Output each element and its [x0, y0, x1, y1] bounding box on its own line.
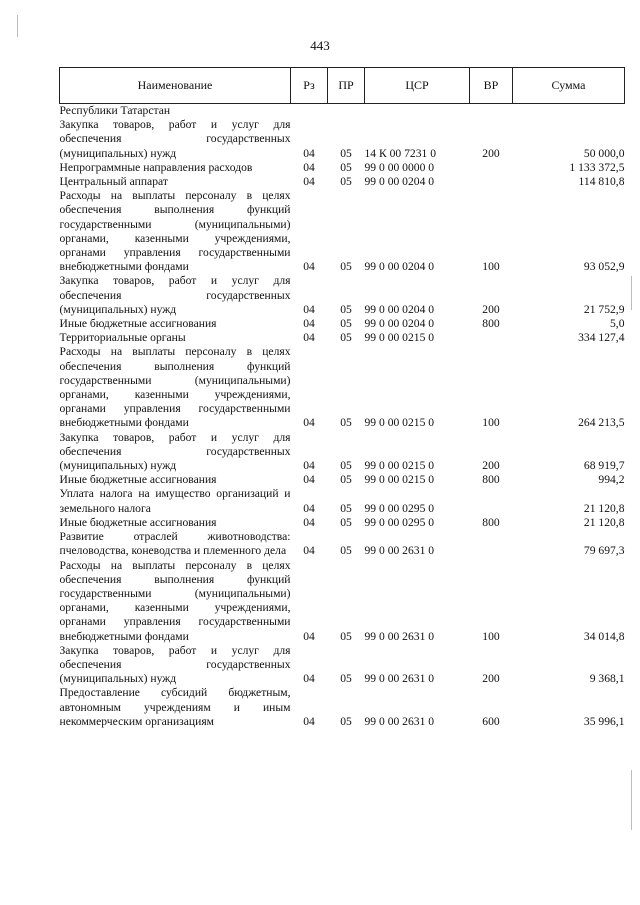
row-vr: 100 — [482, 416, 500, 430]
row-sum: 79 697,3 — [583, 544, 625, 558]
row-pr: 05 — [340, 331, 352, 345]
row-sum: 21 120,8 — [583, 515, 625, 529]
row-csr: 99 0 00 0215 0 — [364, 459, 435, 473]
row-name: Расходы на выплаты персоналу в целях обеспечения выполнения функций государственными (муниципальными) органами, казенными учреждениями, органами управления государственными внебюджетными фондами — [59, 189, 291, 274]
row-rz: 04 — [303, 544, 315, 558]
scan-mark-left — [17, 15, 18, 37]
table-row — [60, 345, 625, 430]
table-row — [60, 161, 625, 175]
row-csr — [365, 104, 470, 119]
row-name: Закупка товаров, работ и услуг для обеспечения государственных (муниципальных) нужд — [59, 118, 291, 160]
table-row — [60, 189, 625, 274]
scan-mark-right-lower — [631, 770, 632, 830]
row-name: Иные бюджетные ассигнования — [59, 473, 217, 487]
page-number: 443 — [310, 38, 330, 53]
row-sum: 50 000,0 — [583, 146, 625, 160]
row-vr — [470, 175, 513, 189]
row-sum: 264 213,5 — [578, 416, 625, 430]
table-row — [60, 431, 625, 474]
row-csr: 99 0 00 0204 0 — [364, 317, 435, 331]
row-pr: 05 — [340, 302, 352, 316]
row-rz — [291, 104, 328, 119]
table-header-row — [60, 68, 625, 104]
row-name: Расходы на выплаты персоналу в целях обеспечения выполнения функций государственными (муниципальными) органами, казенными учреждениями, органами управления государственными внебюджетными фондами — [59, 558, 291, 643]
row-vr — [470, 331, 513, 345]
row-sum: 35 996,1 — [583, 714, 625, 728]
table-row — [60, 104, 625, 119]
row-rz: 04 — [303, 501, 315, 515]
row-csr: 99 0 00 0215 0 — [364, 473, 435, 487]
row-csr: 99 0 00 0204 0 — [364, 260, 435, 274]
row-csr: 99 0 00 2631 0 — [364, 544, 435, 558]
row-pr: 05 — [340, 714, 352, 728]
row-pr: 05 — [340, 459, 352, 473]
row-pr — [328, 104, 365, 119]
table-row — [60, 331, 625, 345]
table-row — [60, 175, 625, 189]
row-sum: 21 120,8 — [583, 501, 625, 515]
row-pr: 05 — [340, 544, 352, 558]
row-sum: 68 919,7 — [583, 459, 625, 473]
row-vr: 200 — [482, 672, 500, 686]
row-rz: 04 — [303, 672, 315, 686]
row-sum: 93 052,9 — [583, 260, 625, 274]
row-sum: 1 133 372,5 — [569, 160, 625, 174]
row-rz: 04 — [303, 260, 315, 274]
header-name: Наименование — [60, 68, 291, 104]
header-sum: Сумма — [513, 68, 625, 104]
scan-mark-right — [631, 276, 632, 310]
row-rz: 04 — [303, 160, 315, 174]
row-pr: 05 — [340, 175, 352, 189]
row-sum: 21 752,9 — [583, 302, 625, 316]
row-name: Центральный аппарат — [59, 175, 168, 189]
row-name: Развитие отраслей животноводства: пчеловодства, коневодства и племенного дела — [59, 530, 291, 558]
row-name: Иные бюджетные ассигнования — [59, 515, 217, 529]
row-name: Уплата налога на имущество организаций и земельного налога — [59, 487, 291, 515]
row-name: Расходы на выплаты персоналу в целях обеспечения выполнения функций государственными (муниципальными) органами, казенными учреждениями, органами управления государственными внебюджетными фондами — [59, 345, 291, 430]
table-row — [60, 559, 625, 644]
row-csr: 99 0 00 2631 0 — [364, 672, 435, 686]
row-vr — [470, 487, 513, 515]
row-csr: 99 0 00 0295 0 — [364, 501, 435, 515]
row-name: Непрограммные направления расходов — [59, 160, 253, 174]
row-rz: 04 — [303, 416, 315, 430]
row-rz: 04 — [303, 629, 315, 643]
row-rz: 04 — [303, 331, 315, 345]
row-vr: 600 — [482, 714, 500, 728]
row-pr: 05 — [340, 317, 352, 331]
header-rz: Рз — [291, 68, 328, 104]
row-rz: 04 — [303, 515, 315, 529]
row-csr: 99 0 00 0215 0 — [364, 416, 435, 430]
row-csr: 99 0 00 2631 0 — [364, 714, 435, 728]
row-vr: 200 — [482, 302, 500, 316]
row-csr: 99 0 00 0204 0 — [364, 302, 435, 316]
row-sum: 5,0 — [610, 317, 625, 331]
row-csr: 99 0 00 0000 0 — [364, 160, 435, 174]
row-rz: 04 — [303, 459, 315, 473]
row-rz: 04 — [303, 146, 315, 160]
row-name: Территориальные органы — [59, 331, 186, 345]
row-pr: 05 — [340, 501, 352, 515]
row-pr: 05 — [340, 146, 352, 160]
row-vr: 200 — [482, 146, 500, 160]
table-row — [60, 473, 625, 487]
row-vr — [470, 104, 513, 119]
row-sum — [513, 104, 625, 119]
row-rz: 04 — [303, 175, 315, 189]
row-pr: 05 — [340, 473, 352, 487]
table-row — [60, 317, 625, 331]
row-vr: 800 — [482, 317, 500, 331]
header-pr: ПР — [328, 68, 365, 104]
row-sum: 34 014,8 — [583, 629, 625, 643]
row-name: Закупка товаров, работ и услуг для обеспечения государственных (муниципальных) нужд — [59, 430, 291, 473]
row-csr: 99 0 00 0295 0 — [364, 515, 435, 529]
row-csr: 14 К 00 7231 0 — [364, 146, 436, 160]
table-row — [60, 530, 625, 558]
row-pr: 05 — [340, 416, 352, 430]
row-rz: 04 — [303, 473, 315, 487]
budget-table — [59, 67, 625, 729]
row-vr: 200 — [482, 459, 500, 473]
row-sum: 994,2 — [598, 473, 625, 487]
row-vr: 800 — [482, 473, 500, 487]
row-vr: 800 — [482, 515, 500, 529]
row-pr: 05 — [340, 629, 352, 643]
table-row — [60, 516, 625, 530]
table-row — [60, 686, 625, 729]
row-csr: 99 0 00 0215 0 — [364, 331, 435, 345]
row-name: Предоставление субсидий бюджетным, автономным учреждениям и иным некоммерческим организациям — [59, 686, 291, 728]
row-sum: 334 127,4 — [578, 331, 625, 345]
row-name: Закупка товаров, работ и услуг для обеспечения государственных (муниципальных) нужд — [59, 643, 291, 686]
header-vr: ВР — [470, 68, 513, 104]
row-csr: 99 0 00 0204 0 — [364, 175, 435, 189]
row-sum: 9 368,1 — [589, 672, 625, 686]
row-rz: 04 — [303, 317, 315, 331]
header-csr: ЦСР — [365, 68, 470, 104]
table-row — [60, 118, 625, 161]
row-vr: 100 — [482, 629, 500, 643]
table-body — [60, 104, 625, 729]
row-name: Закупка товаров, работ и услуг для обеспечения государственных (муниципальных) нужд — [59, 274, 291, 316]
row-csr: 99 0 00 2631 0 — [364, 629, 435, 643]
row-name: Республики Татарстан — [59, 104, 171, 117]
table-row — [60, 274, 625, 317]
row-pr: 05 — [340, 160, 352, 174]
row-rz: 04 — [303, 302, 315, 316]
row-pr: 05 — [340, 260, 352, 274]
row-pr: 05 — [340, 515, 352, 529]
row-sum: 114 810,8 — [578, 175, 625, 189]
row-rz: 04 — [303, 714, 315, 728]
row-vr — [470, 530, 513, 558]
row-vr — [470, 161, 513, 175]
row-vr: 100 — [482, 260, 500, 274]
table-row — [60, 644, 625, 687]
row-pr: 05 — [340, 672, 352, 686]
row-name: Иные бюджетные ассигнования — [59, 317, 217, 331]
table-row — [60, 487, 625, 515]
